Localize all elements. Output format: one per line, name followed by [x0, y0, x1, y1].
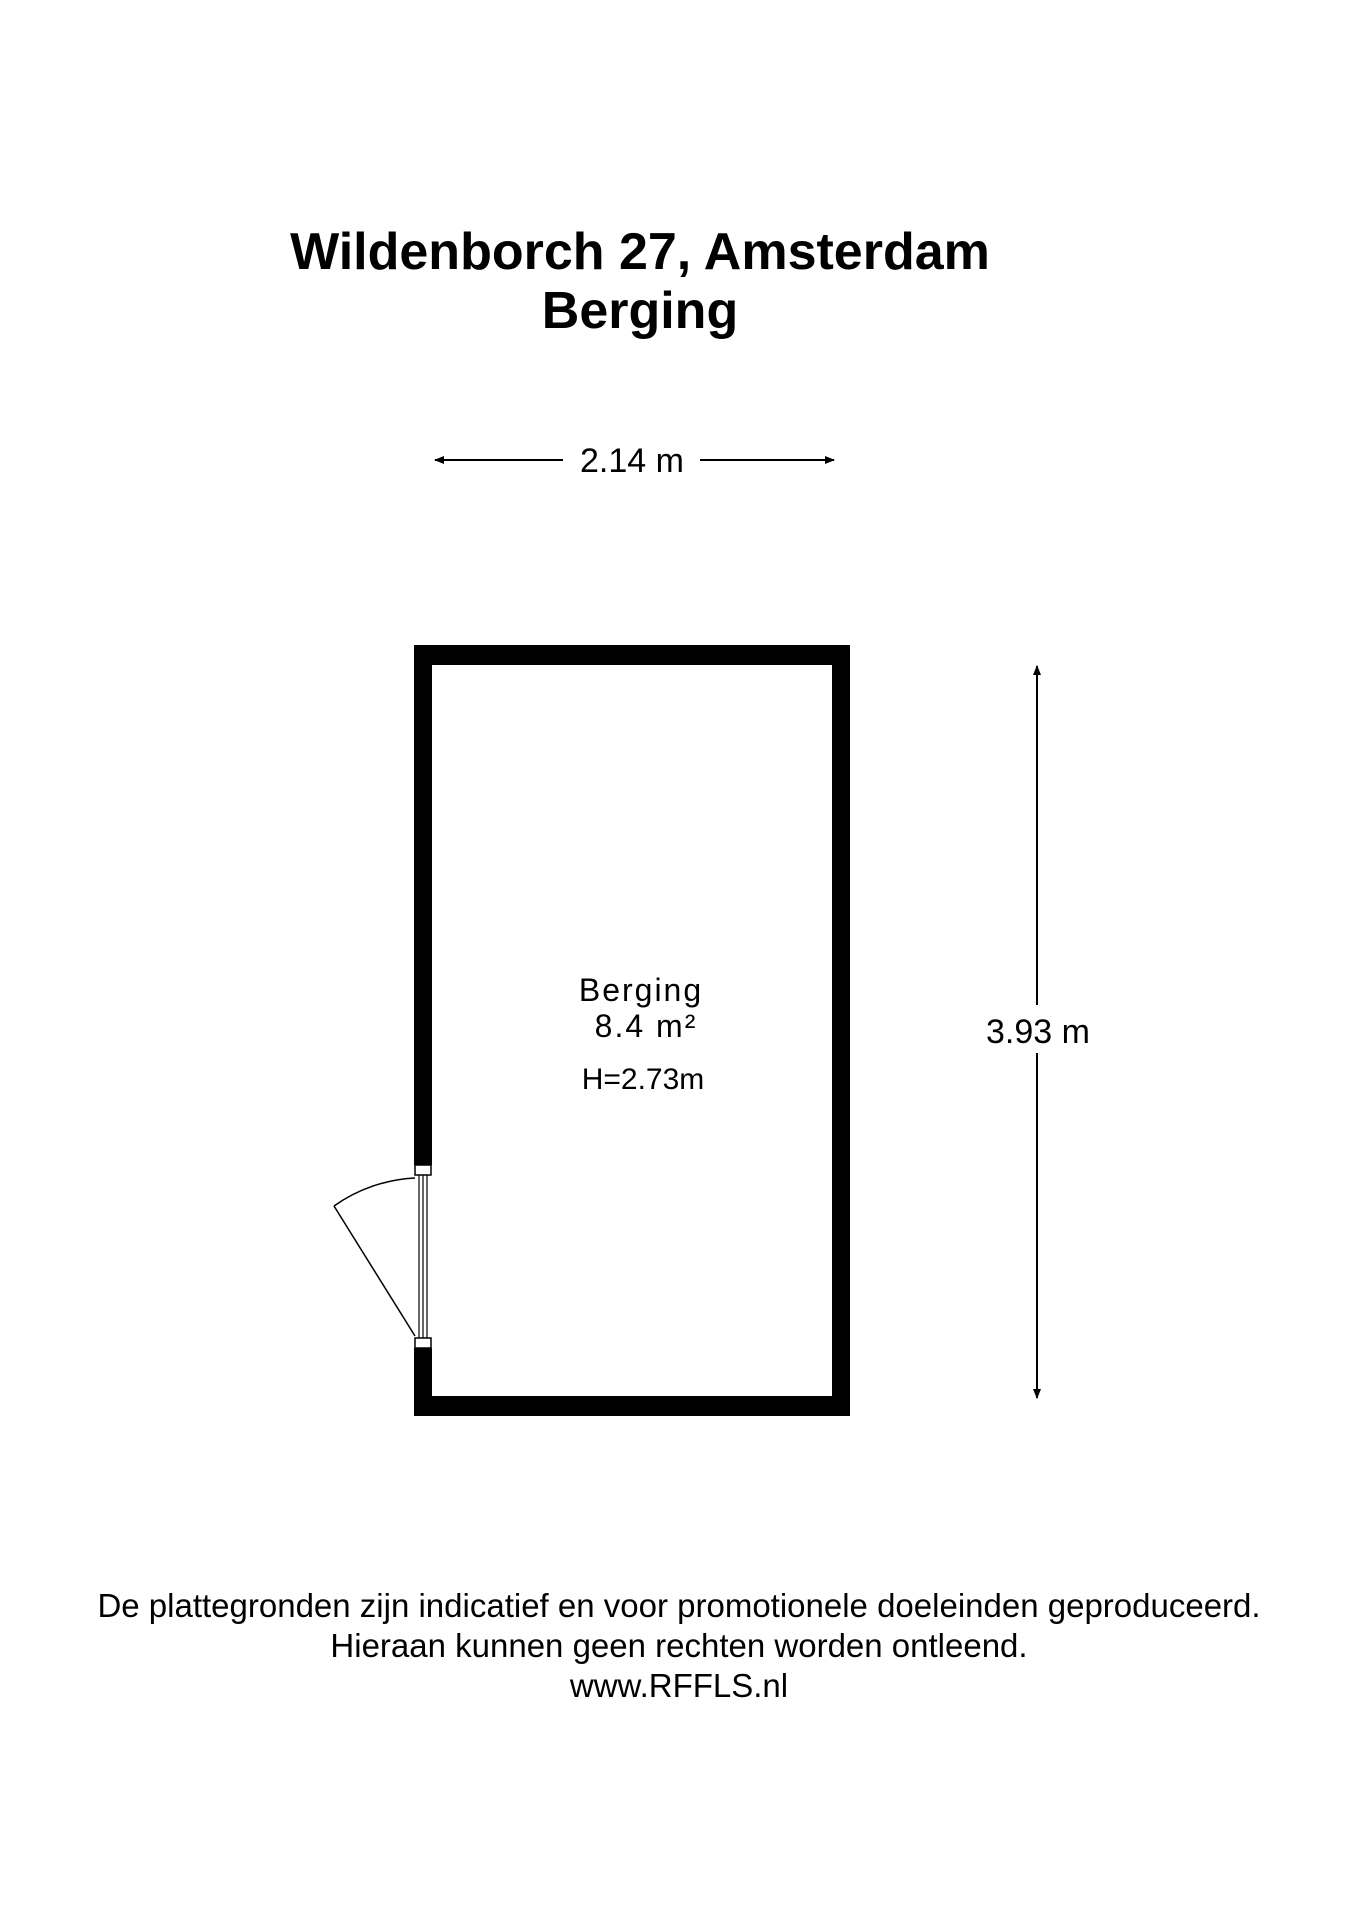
- floorplan-level-title: Berging: [541, 282, 739, 340]
- door: [334, 1165, 431, 1348]
- height-dimension: [986, 666, 1090, 1398]
- width-dimension-label: 2.14 m: [580, 442, 684, 480]
- room-ceiling-height: H=2.73m: [581, 1063, 705, 1096]
- website-text: www.RFFLS.nl: [569, 1667, 789, 1704]
- room-label: [579, 972, 704, 1096]
- wall-right: [832, 645, 850, 1416]
- door-leaf: [334, 1206, 415, 1336]
- height-dimension-label: 3.93 m: [986, 1013, 1090, 1051]
- floorplan-address-title: Wildenborch 27, Amsterdam: [290, 223, 990, 281]
- room-area: 8.4 m²: [594, 1008, 698, 1044]
- width-dimension: [435, 442, 834, 480]
- door-swing-arc: [334, 1178, 415, 1206]
- wall-top: [414, 645, 850, 665]
- disclaimer-line-2: Hieraan kunnen geen rechten worden ontleend.: [330, 1627, 1028, 1664]
- room-name: Berging: [578, 972, 704, 1008]
- wall-left-lower: [414, 1348, 432, 1416]
- wall-bottom: [414, 1396, 850, 1416]
- disclaimer-line-1: De plattegronden zijn indicatief en voor promotionele doeleinden geproduceerd.: [97, 1587, 1261, 1624]
- door-jamb-top: [415, 1165, 431, 1175]
- wall-left-upper: [414, 645, 432, 1165]
- door-jamb-bottom: [415, 1338, 431, 1348]
